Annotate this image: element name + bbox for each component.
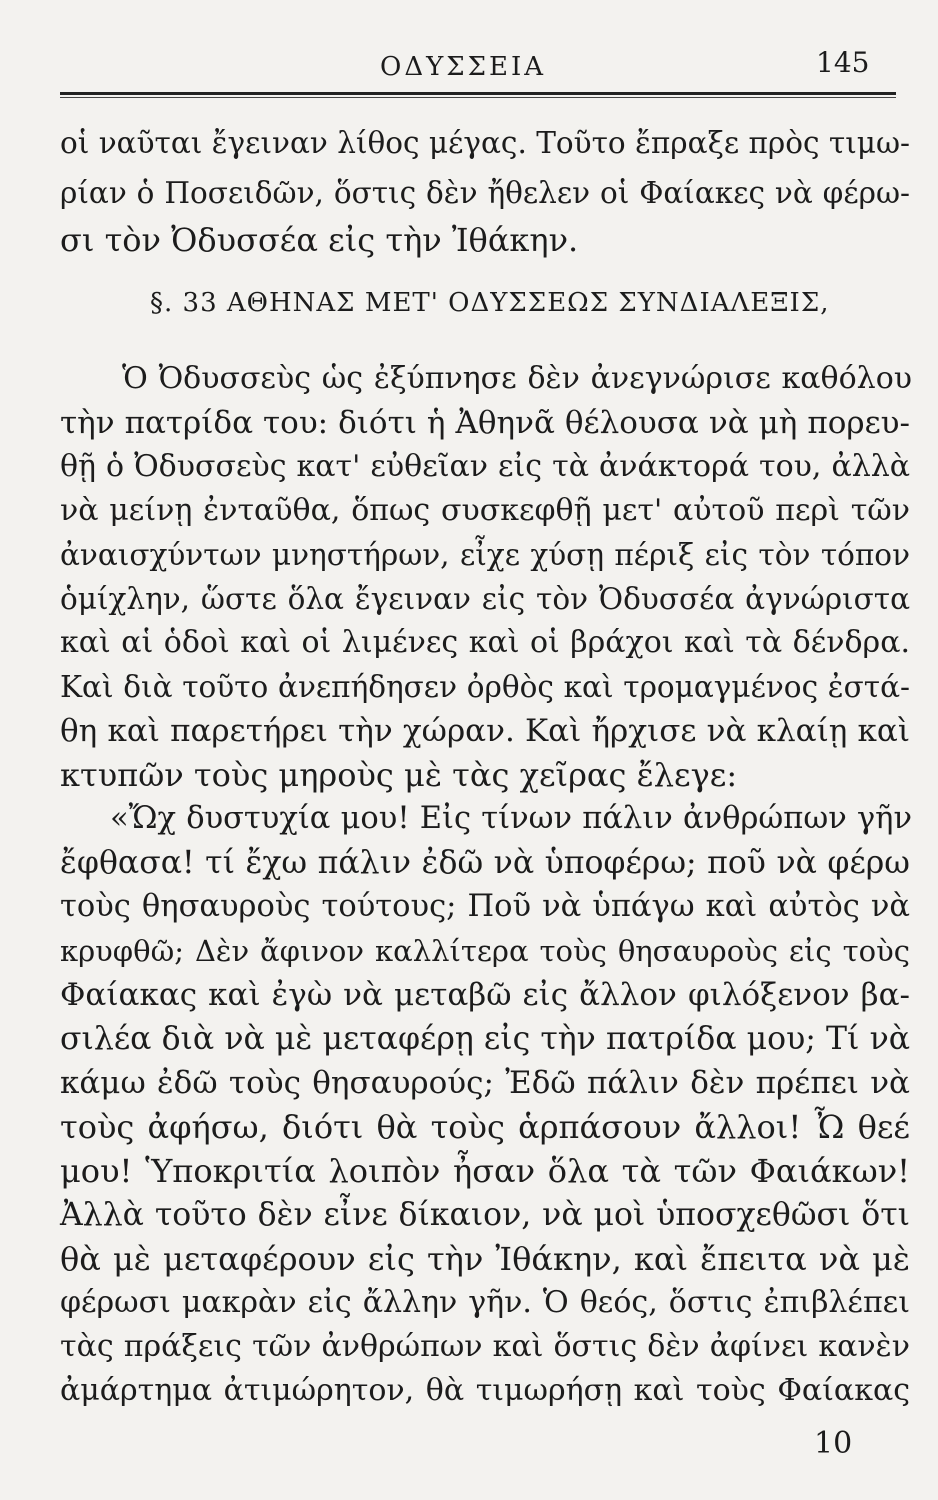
text-line: κτυπῶν τοὺς μηροὺς μὲ τὰς χεῖρας ἔλεγε: bbox=[60, 756, 738, 794]
text-line: Καὶ διὰ τοῦτο ἀνεπήδησεν ὀρθὸς καὶ τρομαγμένος ἐστά- bbox=[60, 670, 910, 704]
running-title: ΟΔΥΣΣΕΙΑ bbox=[380, 52, 547, 82]
signature-mark: 10 bbox=[814, 1426, 853, 1461]
text-line: Ἀλλὰ τοῦτο δὲν εἶνε δίκαιον, νὰ μοὶ ὑποσχεθῶσι ὅτι bbox=[60, 1197, 910, 1233]
quote-first-line: «Ὤχ δυστυχία μου! Εἰς τίνων πάλιν ἀνθρώπων γῆν bbox=[110, 801, 912, 836]
text-line: κρυφθῶ; Δὲν ἄφινον καλλίτερα τοὺς θησαυροὺς εἰς τοὺς bbox=[60, 934, 910, 968]
text-line: σιλέα διὰ νὰ μὲ μεταφέρῃ εἰς τὴν πατρίδα μου; Τί νὰ bbox=[60, 1021, 910, 1057]
text-line: ρίαν ὁ Ποσειδῶν, ὅστις δὲν ἤθελεν οἱ Φαίακες νὰ φέρω- bbox=[60, 176, 910, 210]
text-line: τὰς πράξεις τῶν ἀνθρώπων καὶ ὅστις δὲν ἀφίνει κανὲν bbox=[60, 1329, 910, 1364]
header-rule-thin bbox=[60, 97, 896, 98]
text-line: ἔφθασα! τί ἔχω πάλιν ἐδῶ νὰ ὑποφέρω; ποῦ νὰ φέρω bbox=[60, 845, 910, 881]
text-line: φέρωσι μακρὰν εἰς ἄλλην γῆν. Ὁ θεός, ὅστις ἐπιβλέπει bbox=[60, 1285, 910, 1320]
section-heading: §. 33 ΑΘΗΝΑΣ ΜΕΤ' ΟΔΥΣΣΕΩΣ ΣΥΝΔΙΑΛΕΞΙΣ, bbox=[150, 288, 830, 318]
header-rule bbox=[60, 92, 896, 95]
text-line: ἀμάρτημα ἀτιμώρητον, θὰ τιμωρήσῃ καὶ τοὺς Φαίακας bbox=[60, 1373, 910, 1408]
text-line: τοὺς ἀφήσω, διότι θὰ τοὺς ἁρπάσουν ἄλλοι! Ὦ θεέ bbox=[60, 1108, 910, 1146]
text-line: οἱ ναῦται ἔγειναν λίθος μέγας. Τοῦτο ἔπραξε πρὸς τιμω- bbox=[60, 126, 910, 160]
text-line: μου! Ὑποκριτία λοιπὸν ἦσαν ὅλα τὰ τῶν Φαιάκων! bbox=[60, 1152, 910, 1190]
paragraph-first-line: Ὁ Ὀδυσσεὺς ὡς ἐξύπνησε δὲν ἀνεγνώρισε καθόλου bbox=[122, 361, 912, 396]
text-line: τὴν πατρίδα του: διότι ἡ Ἀθηνᾶ θέλουσα νὰ μὴ πορευ- bbox=[60, 405, 910, 441]
text-line: νὰ μείνῃ ἐνταῦθα, ὅπως συσκεφθῇ μετ' αὐτοῦ περὶ τῶν bbox=[60, 493, 910, 528]
text-line: θὰ μὲ μεταφέρουν εἰς τὴν Ἰθάκην, καὶ ἔπειτα νὰ μὲ bbox=[60, 1240, 910, 1278]
text-line: θῇ ὁ Ὀδυσσεὺς κατ' εὐθεῖαν εἰς τὰ ἀνάκτορά του, ἀλλὰ bbox=[60, 449, 910, 484]
text-line: θη καὶ παρετήρει τὴν χώραν. Καὶ ἤρχισε νὰ κλαίῃ καὶ bbox=[60, 713, 910, 749]
page-number: 145 bbox=[816, 46, 870, 79]
text-line: σι τὸν Ὀδυσσέα εἰς τὴν Ἰθάκην. bbox=[60, 221, 579, 259]
text-line: καὶ αἱ ὁδοὶ καὶ οἱ λιμένες καὶ οἱ βράχοι καὶ τὰ δένδρα. bbox=[60, 625, 910, 660]
text-line: τοὺς θησαυροὺς τούτους; Ποῦ νὰ ὑπάγω καὶ αὐτὸς νὰ bbox=[60, 889, 910, 924]
text-line: κάμω ἐδῶ τοὺς θησαυρούς; Ἐδῶ πάλιν δὲν πρέπει νὰ bbox=[60, 1065, 910, 1101]
text-line: ὁμίχλην, ὥστε ὅλα ἔγειναν εἰς τὸν Ὀδυσσέα ἀγνώριστα bbox=[60, 582, 910, 616]
text-line: Φαίακας καὶ ἐγὼ νὰ μεταβῶ εἰς ἄλλον φιλόξενον βα- bbox=[60, 977, 910, 1013]
text-line: ἀναισχύντων μνηστήρων, εἶχε χύσῃ πέριξ εἰς τὸν τόπον bbox=[60, 538, 910, 572]
